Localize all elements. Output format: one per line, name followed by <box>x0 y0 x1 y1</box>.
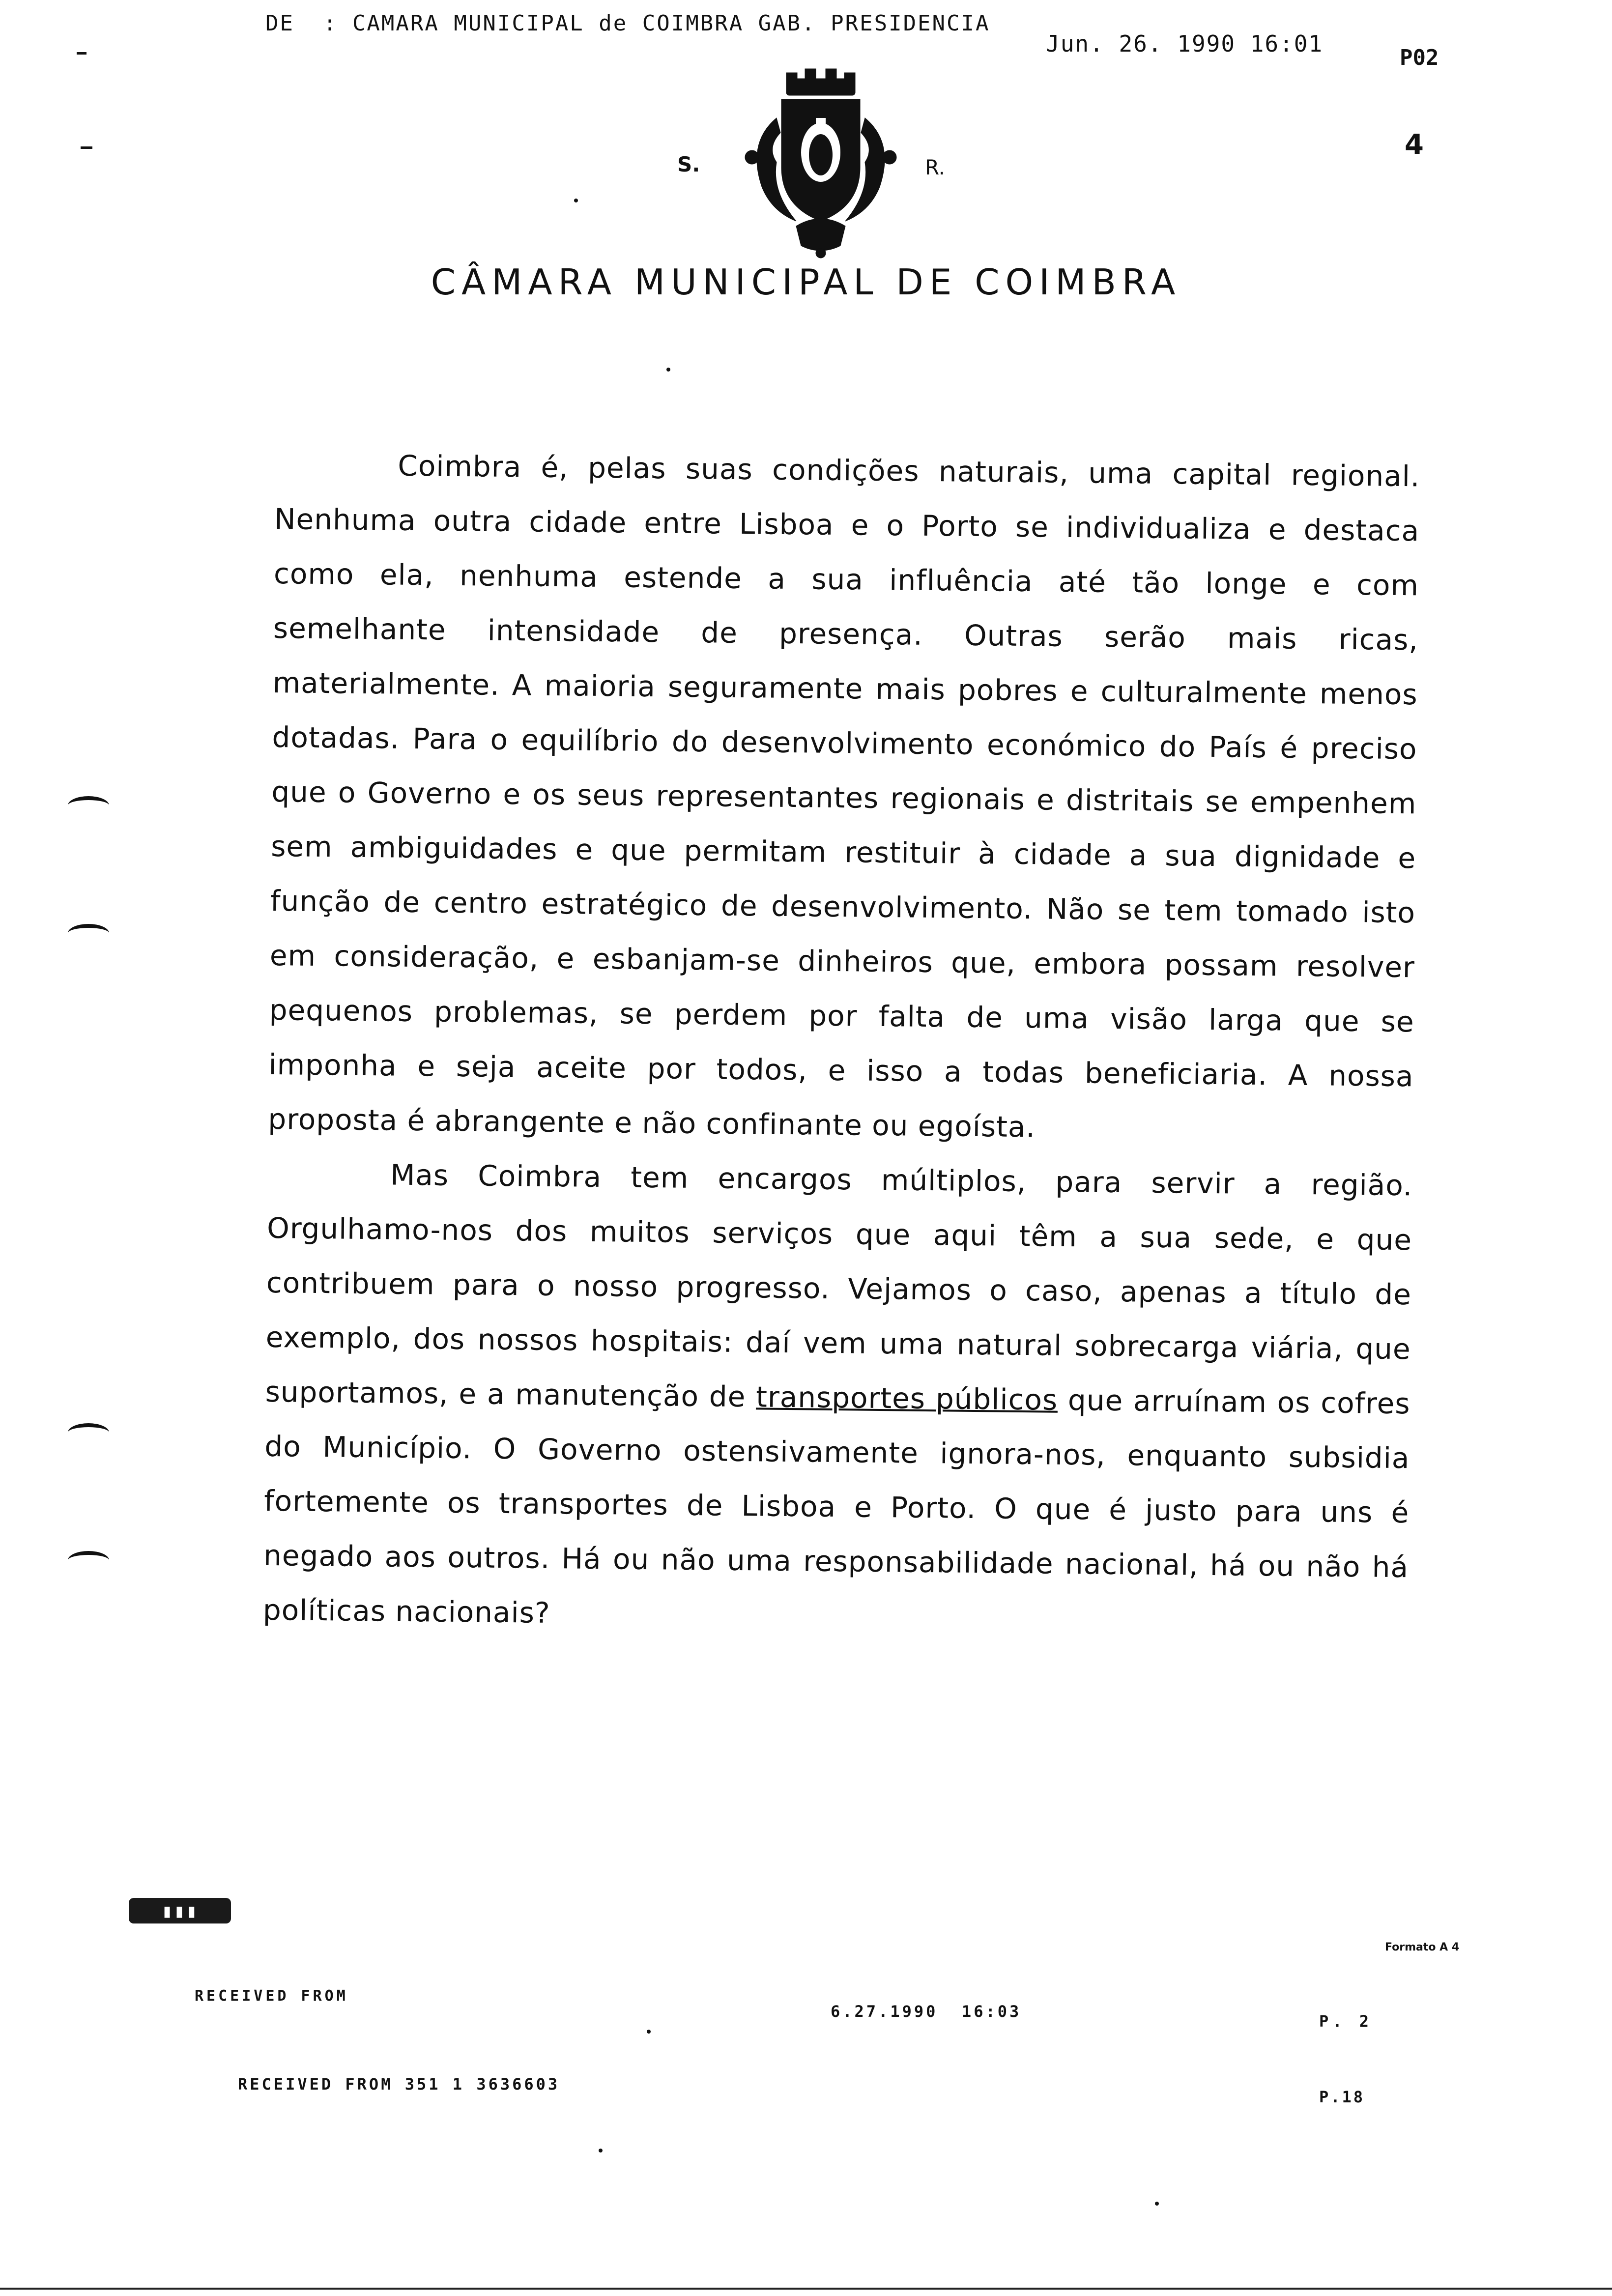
paragraph-1: Coimbra é, pelas suas condições naturais, uma capital regional. Nenhuma outra cidade entre Lisboa e o Porto se individualiza e destaca como ela, nenhuma estende a sua influência até tão longe e com semelhante intensidade de presença. Outras serão mais ricas, materialmente. A maioria seguramente mais pobres e culturalmente menos dotadas. Para o equilíbrio do desenvolvimento económico do País é preciso que o Governo e os seus representantes regionais e distritais se empenhem sem ambiguidades e que permitam restituir à cidade a sua dignidade e função de centro estratégico de desenvolvimento. Não se tem tomado isto em consideração, e esbanjam-se dinheiros que, embora possam resolver pequenos problemas, se perdem por falta de uma visão larga que se imponha e seja aceite por todos, e isso a todas beneficiaria. A nossa proposta é abrangente e não confinante ou egoísta. <box>268 449 1420 1144</box>
margin-mark <box>68 1551 109 1570</box>
scan-speck <box>574 199 578 202</box>
scan-bottom-edge <box>0 2288 1612 2290</box>
page-number: 4 <box>1405 129 1424 161</box>
margin-mark <box>68 924 109 943</box>
format-note: Formato A 4 <box>1385 1941 1460 1953</box>
received-from-page: P. 2 <box>1319 2012 1373 2031</box>
scan-speck <box>1155 2202 1159 2206</box>
received-from-label: RECEIVED FROM <box>195 1987 348 2005</box>
margin-dash <box>81 146 92 149</box>
paragraph-2-text-before: Mas Coimbra tem encargos múltiplos, para servir a região. Orgulhamo-nos dos muitos serviços que aqui têm a sua sede, e que contribuem para o nosso progresso. Vejamos o caso, apenas a título de exemplo, dos nossos hospitais: daí vem uma natural sobrecarga viária, que suportamos, e a manutenção de <box>265 1158 1413 1414</box>
letter-body <box>262 437 1420 1649</box>
margin-mark <box>68 796 109 815</box>
scan-speck <box>647 2030 651 2034</box>
received-from-number-page: P.18 <box>1319 2088 1365 2106</box>
received-from-datetime: 6.27.1990 16:03 <box>831 2002 1022 2021</box>
margin-dash <box>77 52 86 55</box>
black-stamp-mark: ▮▮▮ <box>129 1898 231 1923</box>
scan-speck <box>599 2149 603 2152</box>
coat-of-arms-seal-icon <box>722 64 919 260</box>
underlined-phrase: transportes públicos <box>755 1380 1058 1417</box>
scan-speck <box>666 368 670 372</box>
fax-header-datetime: Jun. 26. 1990 16:01 <box>1046 30 1324 57</box>
paragraph-2-text-after: que arruínam os cofres do Município. O Governo ostensivamente ignora-nos, enquanto subsidia fortemente os transportes de Lisboa e Porto. O que é justo para uns é negado aos outros. Há ou não uma responsabilidade nacional, há ou não há políticas nacionais? <box>262 1383 1410 1630</box>
received-from-number: RECEIVED FROM 351 1 3636603 <box>238 2075 560 2094</box>
paragraph-2 <box>262 1147 1412 1649</box>
fax-header-page: P02 <box>1400 45 1439 70</box>
letterhead-title: CÂMARA MUNICIPAL DE COIMBRA <box>431 261 1181 303</box>
margin-mark <box>68 1423 109 1442</box>
seal-left-letter: S. <box>677 152 700 176</box>
seal-right-letter: R. <box>925 155 946 179</box>
fax-header-sender: DE : CAMARA MUNICIPAL de COIMBRA GAB. PRESIDENCIA <box>265 11 990 36</box>
